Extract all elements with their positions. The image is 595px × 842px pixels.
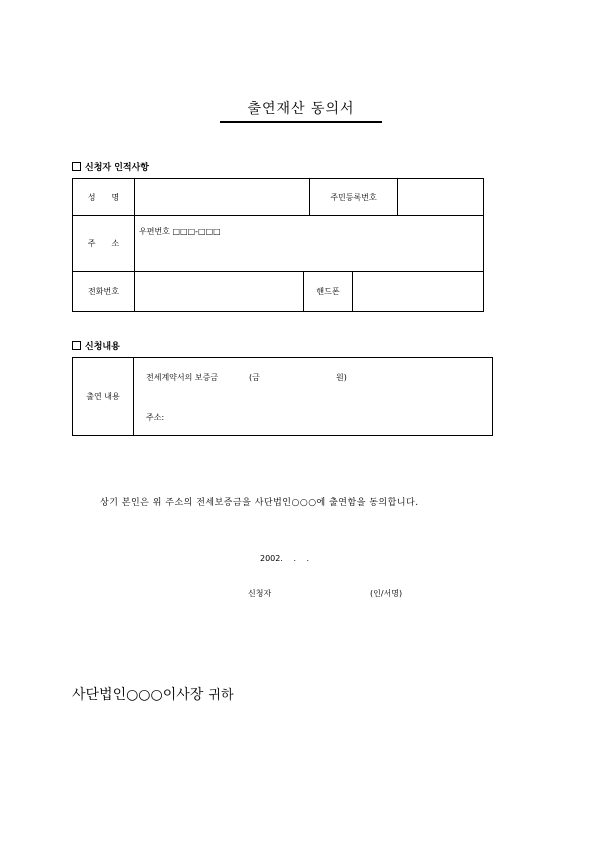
zip-code-text: 우편번호 □□□-□□□	[139, 227, 221, 236]
section-request-content	[72, 339, 120, 352]
honorific: 귀하	[208, 688, 234, 703]
content-field[interactable]	[133, 357, 493, 436]
address-label: 주 소	[72, 215, 135, 272]
deposit-unit: 원)	[336, 373, 347, 382]
content-label: 출연 내용	[72, 357, 134, 436]
section-request-content-label: 신청내용	[85, 342, 120, 352]
document-title: 출연재산 동의서	[247, 101, 355, 117]
checkbox-square-icon	[72, 341, 81, 350]
mobile-label: 핸드폰	[303, 271, 353, 312]
phone-field[interactable]	[134, 271, 304, 312]
rrn-label: 주민등록번호	[309, 178, 398, 216]
consent-statement: 상기 본인은 위 주소의 전세보증금을 사단법인○○○에 출연함을 동의합니다.	[100, 498, 419, 508]
checkbox-square-icon	[72, 162, 81, 171]
deposit-label: 전세계약서의 보증금	[146, 373, 219, 382]
seal-signature-label: (인/서명)	[370, 589, 403, 598]
date-line: 2002. . .	[260, 554, 310, 563]
rrn-field[interactable]	[397, 178, 484, 216]
address-field[interactable]	[134, 215, 484, 272]
name-field[interactable]	[134, 178, 310, 216]
deposit-amount-open: (금	[249, 373, 260, 382]
phone-label: 전화번호	[72, 271, 135, 312]
section-applicant-info	[72, 160, 149, 173]
section-applicant-info-label: 신청자 인적사항	[85, 163, 149, 173]
applicant-label: 신청자	[248, 589, 272, 598]
title-underline	[220, 121, 382, 123]
name-label: 성 명	[72, 178, 135, 216]
recipient-line	[72, 684, 234, 704]
mobile-field[interactable]	[352, 271, 484, 312]
content-address-label: 주소:	[146, 413, 165, 422]
recipient-name: 사단법인○○○이사장	[72, 687, 204, 703]
